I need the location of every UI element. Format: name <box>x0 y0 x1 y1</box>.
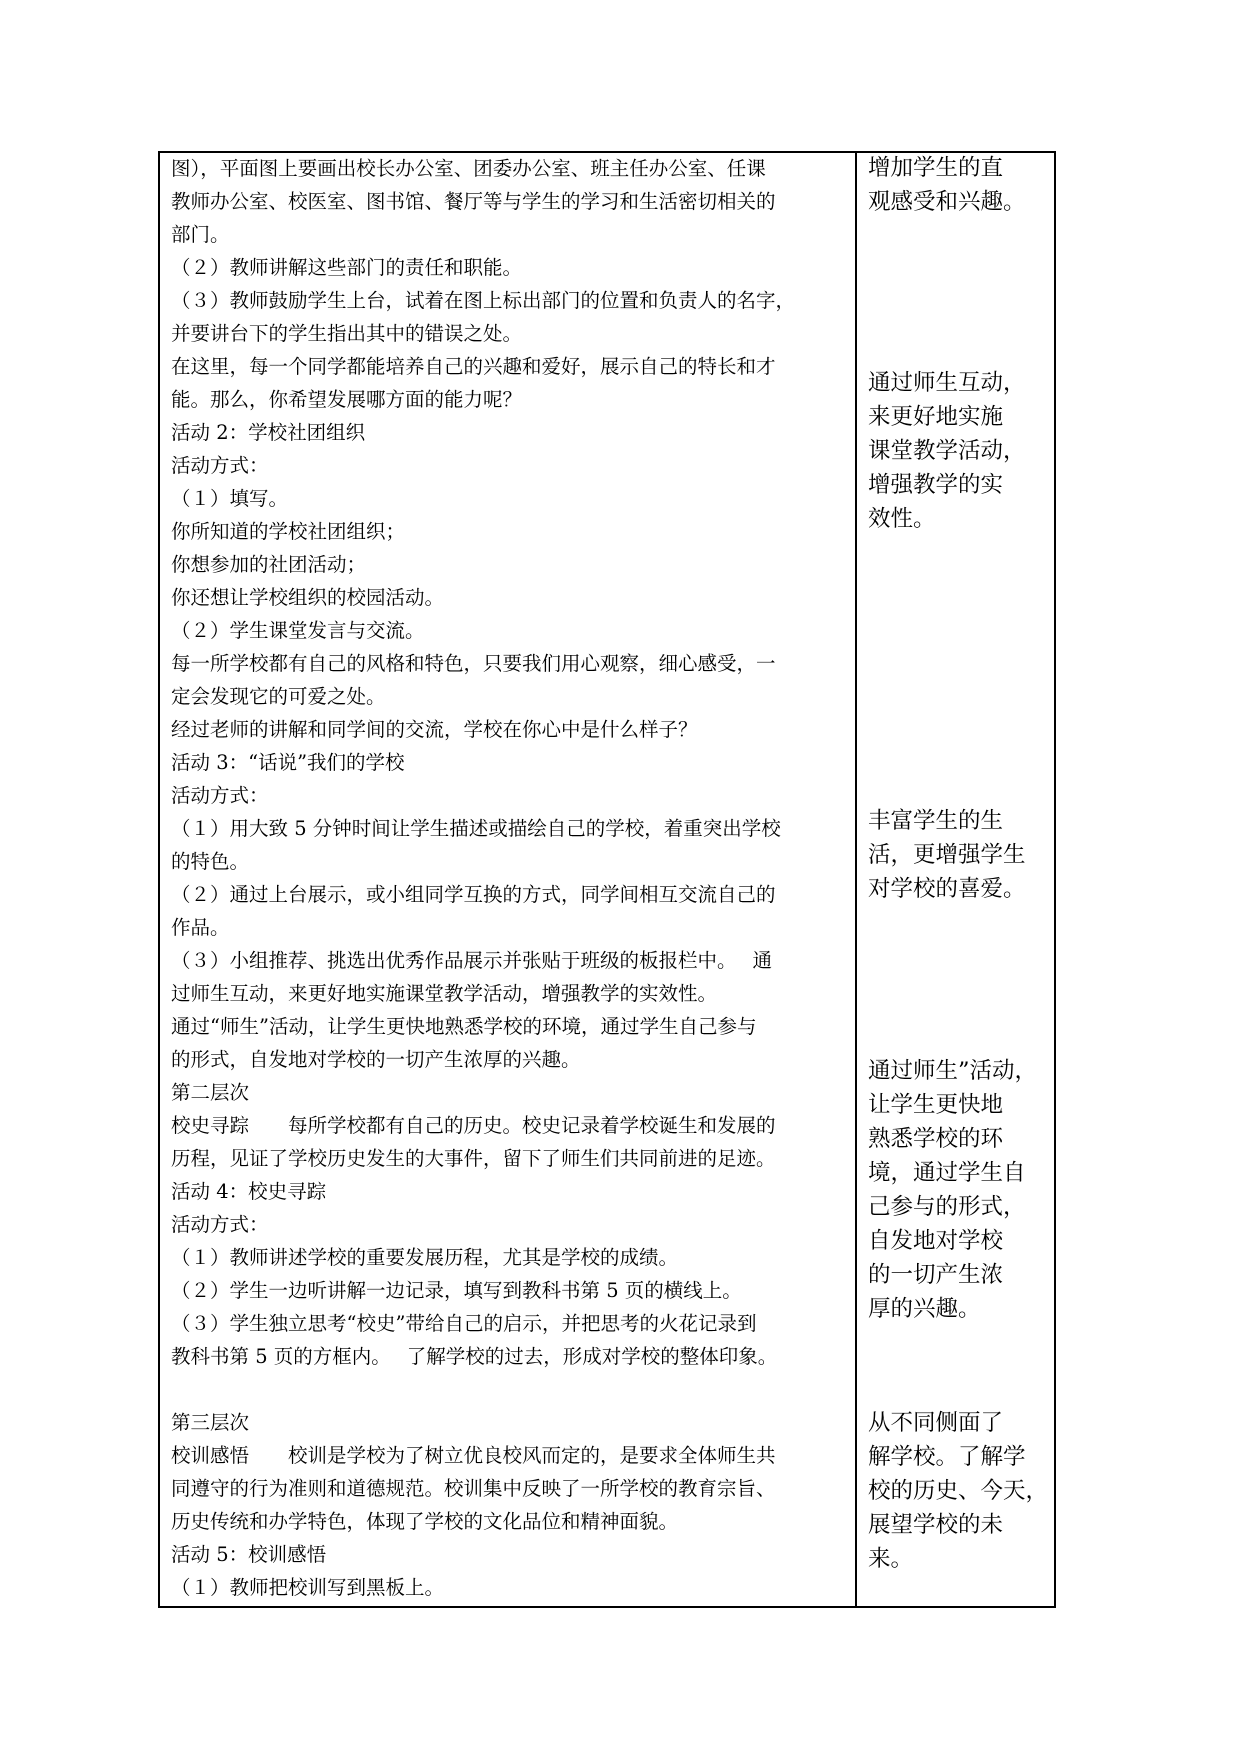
text-line: （１）填写。 <box>171 487 289 510</box>
text-line: （１）教师把校训写到黑板上。 <box>171 1576 445 1599</box>
column-divider <box>855 151 857 1608</box>
text-line: 教师办公室、校医室、图书馆、餐厅等与学生的学习和生活密切相关的 <box>171 190 776 213</box>
text-line: （１）教师讲述学校的重要发展历程，尤其是学校的成绩。 <box>171 1246 679 1269</box>
design-intent-note <box>868 366 1048 536</box>
text-line: 校史寻踪 每所学校都有自己的历史。校史记录着学校诞生和发展的 <box>171 1114 776 1137</box>
text-line: 能。那么，你希望发展哪方面的能力呢？ <box>171 388 523 411</box>
activity-heading: 活动 4：校史寻踪 <box>171 1180 327 1203</box>
note-line: 自发地对学校 <box>868 1228 1004 1254</box>
blank-line <box>171 1373 846 1406</box>
text-line: 历史传统和办学特色，体现了学校的文化品位和精神面貌。 <box>171 1510 679 1533</box>
note-line: 展望学校的未 <box>868 1512 1004 1538</box>
note-line: 对学校的喜爱。 <box>868 876 1026 902</box>
text-line: 每一所学校都有自己的风格和特色，只要我们用心观察，细心感受，一 <box>171 652 776 675</box>
text-line: 活动方式： <box>171 784 269 807</box>
note-line: 解学校。了解学 <box>868 1444 1026 1470</box>
text-line: （３）教师鼓励学生上台，试着在图上标出部门的位置和负责人的名字， <box>171 289 796 312</box>
design-intent-note <box>868 1054 1048 1326</box>
note-line: 增强教学的实 <box>868 472 1004 498</box>
teaching-process-column <box>171 152 846 1604</box>
text-line: （３）小组推荐、挑选出优秀作品展示并张贴于班级的板报栏中。 通 <box>171 949 772 972</box>
text-line: 过师生互动，来更好地实施课堂教学活动，增强教学的实效性。 <box>171 982 718 1005</box>
text-line: 你想参加的社团活动； <box>171 553 367 576</box>
text-line: 的形式，自发地对学校的一切产生浓厚的兴趣。 <box>171 1048 581 1071</box>
note-line: 从不同侧面了 <box>868 1410 1004 1436</box>
text-line: 部门。 <box>171 223 230 246</box>
text-line: 你所知道的学校社团组织； <box>171 520 406 543</box>
design-intent-note <box>868 151 1048 219</box>
text-line: 活动方式： <box>171 454 269 477</box>
note-line: 境，通过学生自 <box>868 1160 1026 1186</box>
activity-heading: 活动 5：校训感悟 <box>171 1543 327 1566</box>
text-line: 在这里，每一个同学都能培养自己的兴趣和爱好，展示自己的特长和才 <box>171 355 776 378</box>
note-line: 来更好地实施 <box>868 404 1004 430</box>
note-line: 课堂教学活动， <box>868 438 1026 464</box>
text-line: （２）通过上台展示，或小组同学互换的方式，同学间相互交流自己的 <box>171 883 776 906</box>
note-line: 来。 <box>868 1546 914 1572</box>
text-line: 校训感悟 校训是学校为了树立优良校风而定的，是要求全体师生共 <box>171 1444 776 1467</box>
note-line: 通过师生互动， <box>868 370 1026 396</box>
text-line: 教科书第 5 页的方框内。 了解学校的过去，形成对学校的整体印象。 <box>171 1345 778 1368</box>
text-line: 你还想让学校组织的校园活动。 <box>171 586 445 609</box>
text-line: 同遵守的行为准则和道德规范。校训集中反映了一所学校的教育宗旨、 <box>171 1477 776 1500</box>
note-line: 效性。 <box>868 506 936 532</box>
note-line: 增加学生的直 <box>868 155 1004 181</box>
text-line: 通过“师生”活动，让学生更快地熟悉学校的环境，通过学生自己参与 <box>171 1015 757 1038</box>
text-line: （３）学生独立思考“校史”带给自己的启示，并把思考的火花记录到 <box>171 1312 757 1335</box>
note-line: 厚的兴趣。 <box>868 1296 981 1322</box>
text-line: 活动方式： <box>171 1213 269 1236</box>
text-line: 历程，见证了学校历史发生的大事件，留下了师生们共同前进的足迹。 <box>171 1147 776 1170</box>
note-line: 校的历史、今天， <box>868 1478 1049 1504</box>
text-line: 图），平面图上要画出校长办公室、团委办公室、班主任办公室、任课 <box>171 157 766 180</box>
text-line: 作品。 <box>171 916 230 939</box>
note-line: 丰富学生的生 <box>868 808 1004 834</box>
design-intent-note <box>868 1406 1048 1576</box>
note-line: 己参与的形式， <box>868 1194 1026 1220</box>
text-line: 经过老师的讲解和同学间的交流，学校在你心中是什么样子？ <box>171 718 698 741</box>
text-line: 并要讲台下的学生指出其中的错误之处。 <box>171 322 523 345</box>
note-line: 的一切产生浓 <box>868 1262 1004 1288</box>
text-line: （１）用大致 5 分钟时间让学生描述或描绘自己的学校，着重突出学校 <box>171 817 781 840</box>
activity-heading: 活动 3：“话说”我们的学校 <box>171 751 405 774</box>
text-line: 定会发现它的可爱之处。 <box>171 685 386 708</box>
design-intent-note <box>868 804 1048 906</box>
note-line: 熟悉学校的环 <box>868 1126 1004 1152</box>
note-line: 观感受和兴趣。 <box>868 189 1026 215</box>
activity-heading: 活动 2：学校社团组织 <box>171 421 366 444</box>
note-line: 让学生更快地 <box>868 1092 1004 1118</box>
section-heading: 第三层次 <box>171 1411 250 1434</box>
text-line: 的特色。 <box>171 850 250 873</box>
note-line: 活，更增强学生 <box>868 842 1026 868</box>
note-line: 通过师生”活动， <box>868 1058 1038 1084</box>
text-line: （２）教师讲解这些部门的责任和职能。 <box>171 256 523 279</box>
text-line: （２）学生课堂发言与交流。 <box>171 619 425 642</box>
text-line: （２）学生一边听讲解一边记录，填写到教科书第 5 页的横线上。 <box>171 1279 742 1302</box>
section-heading: 第二层次 <box>171 1081 250 1104</box>
